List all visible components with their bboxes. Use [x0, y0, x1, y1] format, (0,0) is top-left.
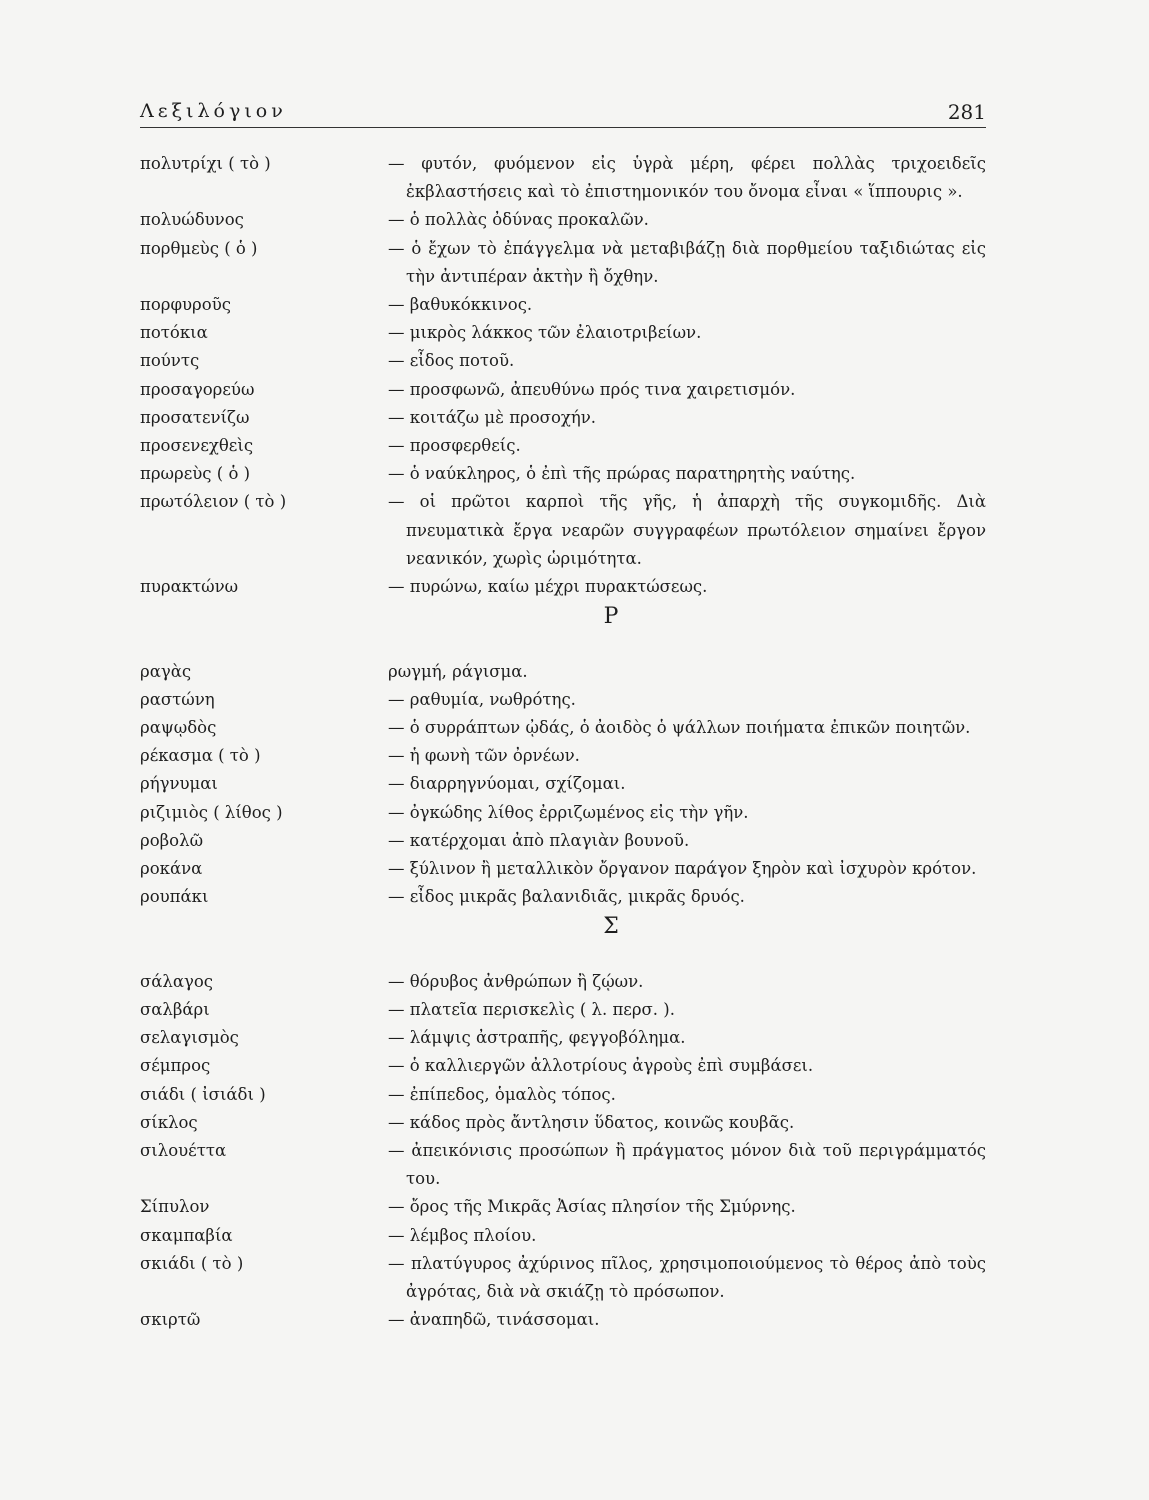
glossary-entry: [140, 1081, 986, 1109]
entry-definition: — ἡ φωνὴ τῶν ὀρνέων.: [388, 746, 580, 766]
entry-term: ποτόκια: [140, 323, 208, 343]
entry-term: πρωρεὺς ( ὁ ): [140, 464, 251, 484]
entry-term: ρουπάκι: [140, 887, 209, 907]
glossary-entry: [140, 686, 986, 714]
glossary-entry: [140, 404, 986, 432]
entry-term: σίκλος: [140, 1112, 198, 1132]
glossary-entry: [140, 968, 986, 996]
entry-term: προσαγορεύω: [140, 379, 255, 399]
glossary-entry: [140, 488, 986, 573]
glossary-entry: [140, 770, 986, 798]
section-letter-label: Ρ: [603, 604, 619, 630]
glossary-entry: [140, 883, 986, 911]
entry-term: πυρακτώνω: [140, 577, 239, 597]
entry-term: σκιρτῶ: [140, 1310, 201, 1330]
entry-definition: — λέμβος πλοίου.: [388, 1225, 537, 1245]
entry-definition: — προσφωνῶ, ἀπευθύνω πρός τινα χαιρετισμόν.: [388, 379, 796, 399]
entry-term: πρωτόλειον ( τὸ ): [140, 492, 287, 512]
glossary-entry: [140, 799, 986, 827]
glossary-entry: [140, 996, 986, 1024]
glossary-entry: [140, 460, 986, 488]
entry-term: σιλουέττα: [140, 1141, 227, 1161]
entry-definition: — πυρώνω, καίω μέχρι πυρακτώσεως.: [388, 577, 708, 597]
entry-definition: — διαρρηγνύομαι, σχίζομαι.: [388, 774, 626, 794]
glossary-entry: [140, 827, 986, 855]
entry-term: ραστώνη: [140, 689, 215, 709]
page-number: 281: [947, 100, 986, 124]
glossary-entry: [140, 1137, 986, 1193]
section-letter: [140, 911, 986, 967]
entry-term: ρέκασμα ( τὸ ): [140, 746, 261, 766]
entry-definition: — θόρυβος ἀνθρώπων ἢ ζῴων.: [388, 971, 644, 991]
entry-definition: — ὁ ναύκληρος, ὁ ἐπὶ τῆς πρώρας παρατηρητὴς ναύτης.: [388, 464, 856, 484]
entry-term: ροβολῶ: [140, 830, 204, 850]
entry-definition: — ἀπεικόνισις προσώπων ἢ πράγματος μόνον διὰ τοῦ περιγράμματός του.: [388, 1141, 986, 1189]
glossary-entry: [140, 235, 986, 291]
glossary-entry: [140, 658, 986, 686]
glossary-entry: [140, 1193, 986, 1221]
entry-definition: — κάδος πρὸς ἄντλησιν ὕδατος, κοινῶς κουβᾶς.: [388, 1112, 795, 1132]
entry-term: ρήγνυμαι: [140, 774, 218, 794]
glossary-entry: [140, 1109, 986, 1137]
section-letter-label: Σ: [603, 914, 619, 940]
entry-definition: — ὁ πολλὰς ὀδύνας προκαλῶν.: [388, 210, 649, 230]
entry-definition: — μικρὸς λάκκος τῶν ἐλαιοτριβείων.: [388, 323, 702, 343]
glossary-entry: [140, 1306, 986, 1334]
entry-term: πορφυροῦς: [140, 295, 231, 315]
entry-term: σιάδι ( ἰσιάδι ): [140, 1084, 266, 1104]
entry-definition: — εἶδος μικρᾶς βαλανιδιᾶς, μικρᾶς δρυός.: [388, 887, 745, 907]
entry-definition: — οἱ πρῶτοι καρποὶ τῆς γῆς, ἡ ἀπαρχὴ τῆς συγκομιδῆς. Διὰ πνευματικὰ ἔργα νεαρῶν συγγραφέων πρωτόλειον σημαίνει ἔργον νεανικόν, χωρὶς ὡριμότητα.: [388, 492, 986, 568]
entry-definition: — κοιτάζω μὲ προσοχήν.: [388, 407, 597, 427]
entry-definition: — ξύλινον ἢ μεταλλικὸν ὄργανον παράγον ξηρὸν καὶ ἰσχυρὸν κρότον.: [388, 859, 977, 879]
glossary-entry: [140, 855, 986, 883]
entry-definition: — ὁ καλλιεργῶν ἀλλοτρίους ἀγροὺς ἐπὶ συμβάσει.: [388, 1056, 814, 1076]
glossary-entry: [140, 432, 986, 460]
entry-definition: — ὁ συρράπτων ᾠδάς, ὁ ἀοιδὸς ὁ ψάλλων ποιήματα ἐπικῶν ποιητῶν.: [388, 718, 971, 738]
entry-definition: — πλατεῖα περισκελὶς ( λ. περσ. ).: [388, 1000, 675, 1020]
glossary-entry: [140, 150, 986, 206]
entry-term: ραψῳδὸς: [140, 718, 217, 738]
entry-term: σκαμπαβία: [140, 1225, 233, 1245]
entry-definition: — ἀναπηδῶ, τινάσσομαι.: [388, 1310, 600, 1330]
glossary-entries: [140, 150, 986, 1335]
entry-definition: — βαθυκόκκινος.: [388, 295, 533, 315]
entry-term: σελαγισμὸς: [140, 1028, 239, 1048]
glossary-entry: [140, 1024, 986, 1052]
entry-term: προσατενίζω: [140, 407, 250, 427]
glossary-entry: [140, 319, 986, 347]
header-rule: [140, 127, 986, 128]
entry-definition: — εἶδος ποτοῦ.: [388, 351, 515, 371]
entry-definition: — ὁ ἔχων τὸ ἐπάγγελμα νὰ μεταβιβάζῃ διὰ πορθμείου ταξιδιώτας εἰς τὴν ἀντιπέραν ἀκτὴν ἢ ὄχθην.: [388, 238, 986, 286]
entry-term: σκιάδι ( τὸ ): [140, 1253, 244, 1273]
glossary-entry: [140, 206, 986, 234]
entry-term: σάλαγος: [140, 971, 214, 991]
entry-term: πούντς: [140, 351, 200, 371]
entry-definition: — ραθυμία, νωθρότης.: [388, 689, 576, 709]
glossary-entry: [140, 376, 986, 404]
entry-term: πολυτρίχι ( τὸ ): [140, 154, 271, 173]
entry-term: σέμπρος: [140, 1056, 211, 1076]
entry-term: ραγὰς: [140, 661, 192, 681]
entry-definition: — κατέρχομαι ἀπὸ πλαγιὰν βουνοῦ.: [388, 830, 690, 850]
glossary-entry: [140, 291, 986, 319]
entry-definition: — ὄρος τῆς Μικρᾶς Ἀσίας πλησίον τῆς Σμύρνης.: [388, 1197, 796, 1217]
entry-definition: — φυτόν, φυόμενον εἰς ὑγρὰ μέρη, φέρει πολλὰς τριχοειδεῖς ἐκβλαστήσεις καὶ τὸ ἐπιστημονικόν του ὄνομα εἶναι « ἵππουρις ».: [388, 154, 986, 202]
glossary-entry: [140, 347, 986, 375]
entry-definition: — ἐπίπεδος, ὁμαλὸς τόπος.: [388, 1084, 616, 1104]
glossary-entry: [140, 714, 986, 742]
entry-definition: ρωγμή, ράγισμα.: [388, 661, 528, 681]
entry-definition: — ὀγκώδης λίθος ἐρριζωμένος εἰς τὴν γῆν.: [388, 802, 749, 822]
entry-term: πορθμεὺς ( ὁ ): [140, 238, 258, 258]
entry-term: πολυώδυνος: [140, 210, 244, 230]
entry-term: ριζιμιὸς ( λίθος ): [140, 802, 283, 822]
glossary-entry: [140, 742, 986, 770]
entry-definition: — προσφερθείς.: [388, 436, 521, 456]
entry-term: ροκάνα: [140, 859, 203, 879]
entry-definition: — πλατύγυρος ἀχύρινος πῖλος, χρησιμοποιούμενος τὸ θέρος ἀπὸ τοὺς ἀγρότας, διὰ νὰ σκιάζῃ τὸ πρόσωπον.: [388, 1253, 986, 1302]
entry-definition: — λάμψις ἀστραπῆς, φεγγοβόλημα.: [388, 1028, 686, 1048]
glossary-entry: [140, 1250, 986, 1306]
entry-term: σαλβάρι: [140, 1000, 210, 1020]
entry-term: Σίπυλον: [140, 1197, 210, 1217]
glossary-entry: [140, 1222, 986, 1250]
entry-term: προσενεχθεὶς: [140, 436, 254, 456]
running-head-title: Λεξιλόγιον: [140, 100, 287, 122]
glossary-entry: [140, 1052, 986, 1080]
section-letter: [140, 601, 986, 657]
glossary-entry: [140, 573, 986, 601]
